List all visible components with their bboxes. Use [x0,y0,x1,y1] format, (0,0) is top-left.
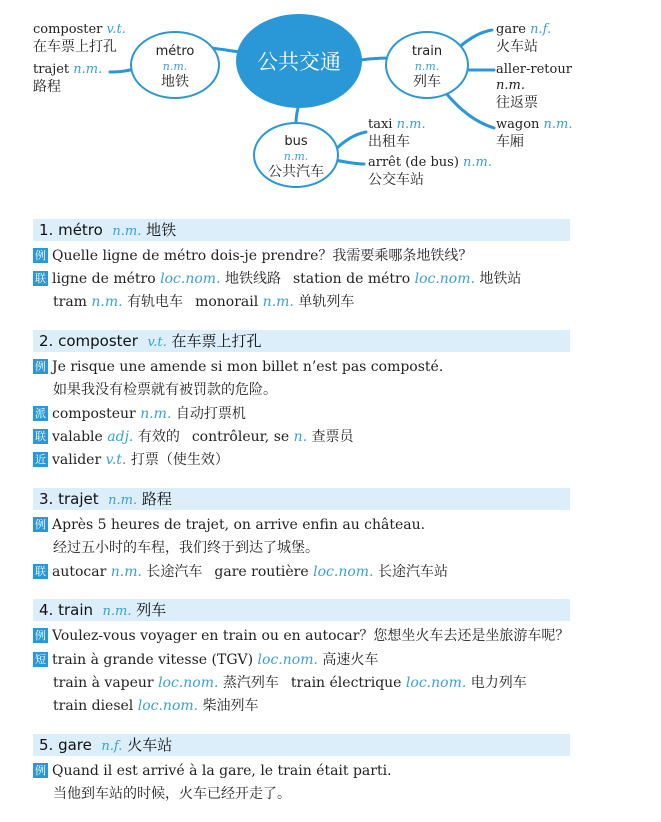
related-line: 联 autocar n.m. 长途汽车 gare routière loc.nom. 长途汽车站 [35,564,448,580]
node-pos: n.m. [162,60,188,73]
mindmap-leaf-arret: arrêt (de bus) n.m. 公交车站 [368,155,492,188]
example-line: 例 Quelle ligne de métro dois-je prendre？我需要乘哪条地铁线？ [35,248,473,264]
derived-line: 派 composteur n.m. 自动打票机 [35,406,246,422]
tag-synonym: 近 [35,453,46,466]
mindmap-leaf-gare: gare n.f. 火车站 [496,22,552,55]
synonym-line: 近 valider v.t. 打票（使生效） [35,452,229,468]
related-line: 联 valable adj. 有效的 contrôleur, se n. 查票员 [35,429,354,445]
tag-example: 例 [35,360,46,373]
mindmap-node-train [385,31,469,99]
node-word: bus [284,134,308,149]
tag-example: 例 [35,249,46,262]
tag-related: 联 [35,430,46,443]
tag-related: 联 [35,565,46,578]
node-cn: 公共汽车 [268,164,324,180]
tag-example: 例 [35,629,46,642]
mindmap-leaf-aller-retour: aller-retour n.m. 往返票 [496,62,572,111]
example-line: 例 Je risque une amende si mon billet n’est pas composté. [35,359,444,375]
mindmap-center: 公共交通 [236,14,362,108]
node-word: métro [155,44,195,59]
example-line: 例 Après 5 heures de trajet, on arrive enfin au château. [35,517,426,533]
related-line: tram n.m. 有轨电车 monorail n.m. 单轨列车 [53,294,355,310]
tag-example: 例 [35,764,46,777]
node-pos: n.m. [414,60,440,73]
section-header-trajet: 3. trajet n.m. 路程 [33,488,570,510]
node-word: train [411,44,443,59]
tag-example: 例 [35,518,46,531]
phrase-line: train diesel loc.nom. 柴油列车 [53,698,259,714]
mindmap-node-metro [130,31,220,99]
mindmap-leaf-taxi: taxi n.m. 出租车 [368,117,426,150]
example-line: 例 Quand il est arrivé à la gare, le train était parti. [35,763,392,779]
example-translation: 当他到车站的时候，火车已经开走了。 [53,786,291,802]
phrase-line: 短 train à grande vitesse (TGV) loc.nom. 高速火车 [35,652,379,668]
node-cn: 列车 [413,74,441,90]
related-line: 联 ligne de métro loc.nom. 地铁线路 station de métro loc.nom. 地铁站 [35,271,522,287]
example-line: 例 Voulez-vous voyager en train ou en autocar？您想坐火车去还是坐旅游车呢？ [35,628,570,644]
mindmap-leaf-wagon: wagon n.m. 车厢 [496,117,573,150]
phrase-line: train à vapeur loc.nom. 蒸汽列车 train électrique loc.nom. 电力列车 [53,675,527,691]
section-header-train: 4. train n.m. 列车 [33,599,570,621]
example-translation: 经过五小时的车程，我们终于到达了城堡。 [53,540,319,556]
tag-related: 联 [35,272,46,285]
section-header-metro: 1. métro n.m. 地铁 [33,219,570,241]
mindmap-leaf-composter: composter v.t. 在车票上打孔 [33,22,126,55]
tag-phrase: 短 [35,653,46,666]
node-pos: n.m. [283,150,309,163]
example-translation: 如果我没有检票就有被罚款的危险。 [53,382,277,398]
section-header-gare: 5. gare n.f. 火车站 [33,734,570,756]
mindmap-node-bus [253,122,339,188]
node-cn: 地铁 [161,74,189,90]
section-header-composter: 2. composter v.t. 在车票上打孔 [33,330,570,352]
mindmap-leaf-trajet: trajet n.m. 路程 [33,62,103,95]
tag-derived: 派 [35,407,46,420]
